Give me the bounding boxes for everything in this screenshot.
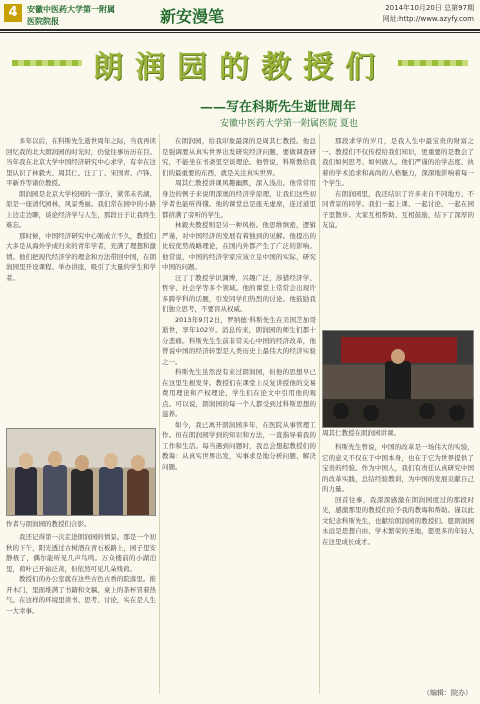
paragraph: 在朗润园，给我印象最深的是周其仁教授。他总是强调要从真实世界出发研究经济问题，要做调查研究，不能坐在书斋里空谈理论。他曾说，科斯教给我们的最重要的东西，就是关注真实世界。 xyxy=(162,137,316,177)
article-headline: 朗润园的教授们 xyxy=(82,42,398,86)
paper-name-line2: 医院院报 xyxy=(27,16,59,26)
date-issue xyxy=(385,3,474,13)
paragraph: 我还记得第一次走进朗润园的情景。那是一个初秋的下午，阳光透过古树洒在青石板路上，园子里安静极了，偶尔能听见几声鸟鸣。万众楼前的小湖泊里，荷叶已开始泛黄，但依然可见几朵残荷。 xyxy=(6,533,156,573)
page-number: 4 xyxy=(4,4,22,22)
article-column-1 xyxy=(6,136,156,426)
masthead-rule-thin xyxy=(0,32,480,33)
paragraph: 回首往事，我深深感激在朗润园度过的那段时光，感激那里的教授们给予我的教诲和帮助。谨以此文纪念科斯先生，也献给朗润园的教授们。愿朗润园永远是思想自由、学术繁荣的圣地，愿更多的年轻人在这里成长成才。 xyxy=(322,495,474,546)
paragraph: 在朗润园里，我还结识了许多来自不同地方、不同背景的同学。我们一起上课、一起讨论、一起在园子里散步。大家互相帮助、互相鼓励，结下了深厚的友谊。 xyxy=(322,189,474,229)
column-divider xyxy=(159,134,160,694)
masthead xyxy=(0,0,480,34)
paragraph: 周其仁教授讲课风趣幽默，深入浅出。他常常用身边的例子来说明深奥的经济学原理，让我们这些初学者也能听得懂。他的课堂总是座无虚席，连过道里都挤满了旁听的学生。 xyxy=(162,179,316,219)
photo-caption: 作者与朗润园的教授们合影。 xyxy=(6,520,91,528)
paragraph: 教授们的办公室就在这些古色古香的院落里。推开木门，里面堆满了书籍和文稿，桌上的茶杯冒着热气。在这样的环境里读书、思考、讨论，实在是人生一大幸事。 xyxy=(6,575,156,615)
article-column-3 xyxy=(322,136,474,326)
website-url[interactable]: 网址:http://www.azyfy.com xyxy=(382,15,474,23)
section-name: 新安漫笔 xyxy=(160,7,225,26)
article-subtitle: ——写在科斯先生逝世周年 xyxy=(200,100,357,115)
issue-date: 2014年10月20日 xyxy=(385,4,442,12)
paper-name-line1: 安徽中医药大学第一附属 xyxy=(27,4,115,14)
paragraph: 科斯先生虽然没有来过朗润园，但他的思想早已在这里生根发芽。教授们在课堂上反复讲授他的交易费用理论和产权理论，学生们在论文中引用他的观点。可以说，朗润园的每一个人都受到过科斯思想的滋养。 xyxy=(162,368,316,418)
article-column-1b xyxy=(6,532,156,704)
article-column-3b xyxy=(322,442,474,670)
article-byline: 安徽中医药大学第一附属医院 夏也 xyxy=(220,119,358,129)
paragraph: 那段求学的岁月，是我人生中最宝贵的财富之一。教授们不仅传授给我们知识，更重要的是教会了我们如何思考、如何做人。他们严谨的治学态度、执着的学术追求和高尚的人格魅力，深深地影响着每一个学生。 xyxy=(322,137,474,187)
photo-caption: 周其仁教授在朗润园讲课。 xyxy=(322,429,400,437)
issue-number: 总第97期 xyxy=(444,4,474,12)
paragraph: 2013年9月2日，罗纳德·科斯先生在美国芝加哥逝世，享年102岁。消息传来，朗润园的师生们都十分悲痛。科斯先生生前非常关心中国的经济改革，他曾说中国的经济转型是人类历史上最伟大的经济实验之一。 xyxy=(162,315,316,366)
article-column-2 xyxy=(162,136,316,694)
paragraph: 那时候，中国经济研究中心刚成立不久，教授们大多是从海外学成归来的青年学者，充满了理想和激情。他们把现代经济学的理念和方法带回中国，在朗润园里开设课程、举办讲座，吸引了大量的学生和学者。 xyxy=(6,231,156,282)
paragraph: 如今，我已离开朗润园多年，在医院从事管理工作。但在朗润园学到的知识和方法，一直指导着我的工作和生活。每当遇到问题时，我总会想起教授们的教诲：从真实世界出发，实事求是地分析问题、解决问题。 xyxy=(162,420,316,471)
paragraph: 汪丁丁教授学识渊博，兴趣广泛，涉猎经济学、哲学、社会学等多个领域。他的课堂上常常会出现许多跨学科的话题，引发同学们热烈的讨论。他鼓励我们独立思考，不要盲从权威。 xyxy=(162,273,316,313)
headline-band xyxy=(12,42,468,88)
group-photo xyxy=(6,428,156,516)
lecture-photo xyxy=(322,330,474,428)
editor-credit: （编辑：院办） xyxy=(423,689,472,697)
paper-name xyxy=(27,3,147,29)
paragraph: 科斯先生曾说，中国的改革是一场伟大的实验，它的意义不仅在于中国本身，也在于它为世界提供了宝贵的经验。作为中国人，我们有责任认真研究中国的改革实践，总结经验教训，为中国的发展贡献自己的力量。 xyxy=(322,443,474,493)
column-divider xyxy=(319,134,320,694)
paragraph: 林毅夫教授则是另一种风格。他思维缜密，逻辑严谨，对中国经济的发展有着独到的见解。他提出的比较优势战略理论，在国内外都产生了广泛的影响。他常说，中国的经济学家应该立足中国的实际，研究中国的问题。 xyxy=(162,221,316,271)
paragraph: 朗润园是北京大学校园的一部分，紧邻未名湖，原是一座清代园林，风景秀丽。我们常在园中的小路上边走边聊，谈论经济学与人生，那段日子让我终生难忘。 xyxy=(6,189,156,229)
paragraph: 多年以后，在科斯先生逝世周年之际，当我再读回忆我的北大朗润园的时光时，仍觉往事历历在目。当年我在北京大学中国经济研究中心求学，有幸在这里认识了林毅夫、周其仁、汪丁丁、宋国青、卢锋、平新乔等诸位教授。 xyxy=(6,137,156,187)
masthead-rule xyxy=(0,29,480,31)
